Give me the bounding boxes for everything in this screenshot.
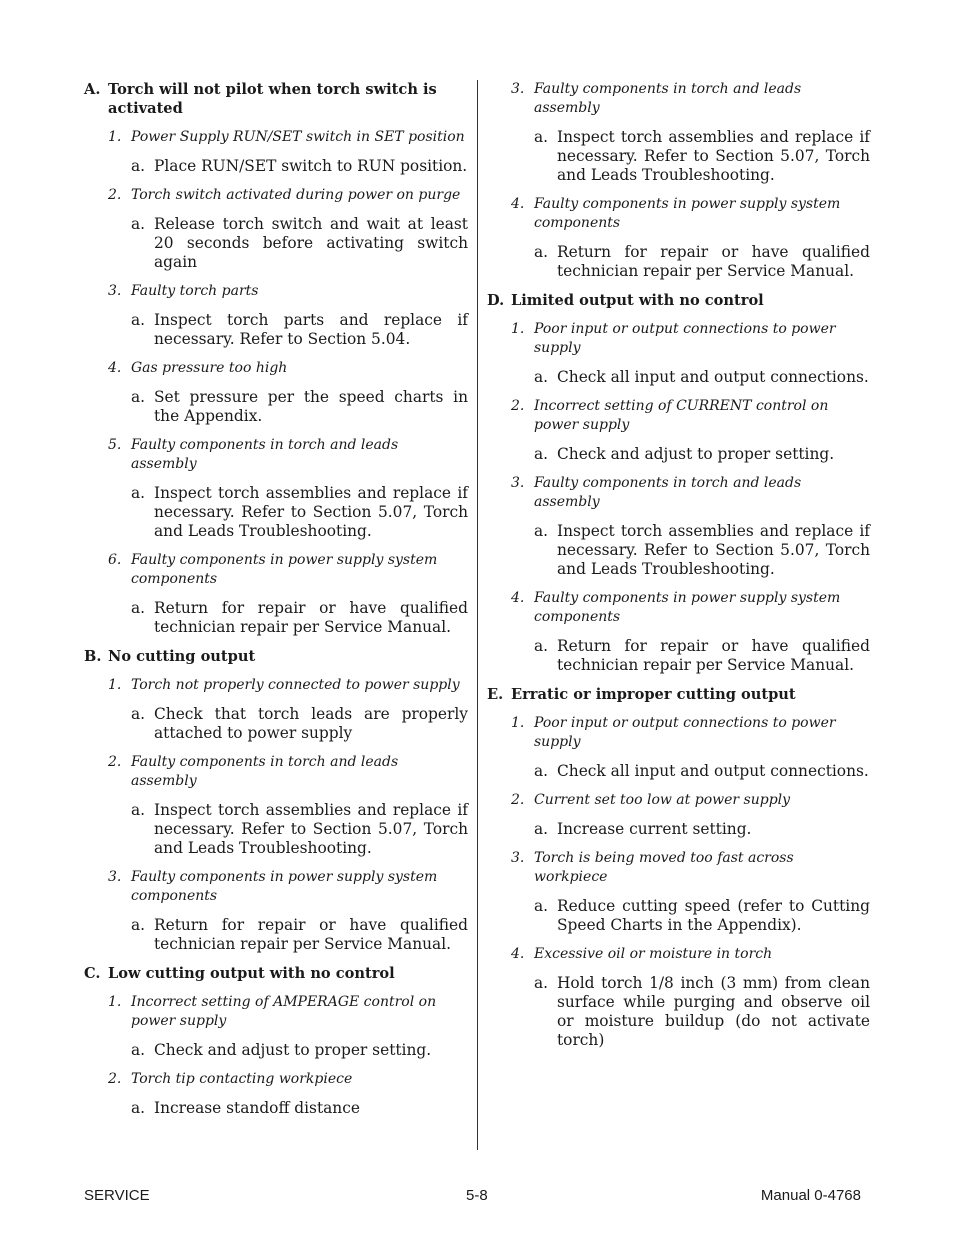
cause-item: [108, 551, 468, 589]
section-letter: C.: [84, 965, 101, 982]
action-letter: a.: [534, 762, 549, 780]
cause-item: [108, 128, 468, 147]
action-item: [131, 916, 468, 954]
cause-text: Faulty components in torch and leads assembly: [131, 437, 399, 472]
cause-number: 2.: [108, 187, 122, 203]
cause-text: Torch is being moved too fast across workpiece: [534, 850, 794, 885]
cause-text: Incorrect setting of CURRENT control on power supply: [534, 398, 829, 433]
action-item: [534, 128, 870, 185]
cause-text: Faulty components in power supply system components: [534, 590, 841, 625]
footer-manual-number: Manual 0-4768: [760, 1187, 861, 1204]
action-text: Release torch switch and wait at least 20 seconds before activating switch again: [154, 215, 468, 271]
cause-text: Poor input or output connections to power supply: [534, 321, 836, 356]
action-letter: a.: [131, 157, 146, 175]
cause-number: 1.: [511, 321, 525, 337]
action-item: [534, 522, 870, 579]
section-letter: B.: [84, 648, 102, 665]
cause-item: [108, 753, 468, 791]
cause-text: Torch switch activated during power on purge: [131, 187, 461, 203]
action-letter: a.: [534, 974, 549, 992]
action-text: Check and adjust to proper setting.: [557, 445, 835, 463]
action-letter: a.: [534, 820, 549, 838]
action-item: [534, 762, 870, 781]
action-item: [131, 215, 468, 272]
cause-item: [108, 993, 468, 1031]
action-letter: a.: [534, 522, 549, 540]
footer-section-label: SERVICE: [84, 1187, 150, 1204]
action-item: [131, 1099, 468, 1118]
action-letter: a.: [131, 916, 146, 934]
cause-item: [108, 359, 468, 378]
cause-number: 2.: [108, 1071, 122, 1087]
cause-item: [511, 397, 870, 435]
action-letter: a.: [534, 128, 549, 146]
action-letter: a.: [131, 1099, 146, 1117]
action-text: Return for repair or have qualified technician repair per Service Manual.: [154, 916, 468, 953]
cause-text: Current set too low at power supply: [534, 792, 791, 808]
action-text: Check that torch leads are properly attached to power supply: [154, 705, 468, 742]
action-item: [534, 445, 870, 464]
cause-item: [108, 868, 468, 906]
cause-item: [511, 849, 870, 887]
action-item: [534, 243, 870, 281]
action-text: Inspect torch assemblies and replace if necessary. Refer to Section 5.07, Torch and Leads Troubleshooting.: [154, 801, 468, 857]
cause-number: 4.: [511, 590, 525, 606]
cause-text: Poor input or output connections to power supply: [534, 715, 836, 750]
section-heading: [84, 647, 468, 666]
action-item: [534, 368, 870, 387]
cause-item: [511, 791, 870, 810]
action-letter: a.: [131, 311, 146, 329]
section-heading: [487, 291, 870, 310]
cause-text: Faulty components in torch and leads assembly: [131, 754, 399, 789]
cause-number: 3.: [511, 81, 525, 97]
cause-number: 5.: [108, 437, 122, 453]
action-letter: a.: [131, 599, 146, 617]
cause-text: Power Supply RUN/SET switch in SET position: [131, 129, 465, 145]
action-item: [131, 705, 468, 743]
cause-item: [511, 945, 870, 964]
action-item: [131, 311, 468, 349]
cause-text: Torch tip contacting workpiece: [131, 1071, 353, 1087]
cause-number: 3.: [511, 850, 525, 866]
action-text: Reduce cutting speed (refer to Cutting Speed Charts in the Appendix).: [557, 897, 870, 934]
cause-text: Excessive oil or moisture in torch: [534, 946, 773, 962]
action-item: [131, 599, 468, 637]
action-letter: a.: [131, 215, 146, 233]
right-column: [487, 80, 870, 1060]
cause-text: Faulty components in power supply system components: [131, 869, 438, 904]
action-text: Increase standoff distance: [154, 1099, 360, 1117]
action-text: Inspect torch parts and replace if necessary. Refer to Section 5.04.: [154, 311, 468, 348]
cause-number: 3.: [108, 283, 122, 299]
action-item: [534, 637, 870, 675]
action-text: Check and adjust to proper setting.: [154, 1041, 432, 1059]
cause-number: 2.: [511, 792, 525, 808]
action-text: Return for repair or have qualified technician repair per Service Manual.: [154, 599, 468, 636]
cause-item: [108, 282, 468, 301]
section-heading: [84, 80, 468, 118]
action-text: Check all input and output connections.: [557, 762, 869, 780]
cause-item: [108, 436, 468, 474]
cause-item: [108, 1070, 468, 1089]
section-heading: [487, 685, 870, 704]
action-letter: a.: [131, 705, 146, 723]
cause-number: 2.: [108, 754, 122, 770]
section-heading: [84, 964, 468, 983]
action-text: Inspect torch assemblies and replace if necessary. Refer to Section 5.07, Torch and Leads Troubleshooting.: [154, 484, 468, 540]
cause-item: [511, 589, 870, 627]
cause-item: [511, 195, 870, 233]
cause-item: [511, 714, 870, 752]
action-item: [131, 388, 468, 426]
section-title: No cutting output: [108, 648, 256, 665]
cause-text: Torch not properly connected to power supply: [131, 677, 460, 693]
action-text: Inspect torch assemblies and replace if necessary. Refer to Section 5.07, Torch and Leads Troubleshooting.: [557, 128, 870, 184]
cause-number: 6.: [108, 552, 122, 568]
action-item: [131, 484, 468, 541]
action-text: Set pressure per the speed charts in the Appendix.: [154, 388, 468, 425]
cause-item: [511, 80, 870, 118]
cause-number: 1.: [108, 677, 122, 693]
cause-item: [108, 186, 468, 205]
cause-number: 4.: [108, 360, 122, 376]
cause-number: 1.: [511, 715, 525, 731]
cause-text: Faulty torch parts: [131, 283, 259, 299]
action-letter: a.: [131, 801, 146, 819]
section-letter: A.: [84, 81, 101, 98]
cause-number: 3.: [108, 869, 122, 885]
section-title: Limited output with no control: [511, 292, 764, 309]
action-item: [534, 897, 870, 935]
action-letter: a.: [534, 368, 549, 386]
cause-number: 4.: [511, 946, 525, 962]
cause-number: 3.: [511, 475, 525, 491]
action-text: Place RUN/SET switch to RUN position.: [154, 157, 468, 175]
action-letter: a.: [131, 388, 146, 406]
section-title: Erratic or improper cutting output: [511, 686, 796, 703]
cause-number: 1.: [108, 994, 122, 1010]
action-text: Inspect torch assemblies and replace if necessary. Refer to Section 5.07, Torch and Leads Troubleshooting.: [557, 522, 870, 578]
cause-item: [511, 474, 870, 512]
cause-item: [511, 320, 870, 358]
cause-number: 2.: [511, 398, 525, 414]
cause-number: 4.: [511, 196, 525, 212]
cause-text: Faulty components in torch and leads assembly: [534, 81, 802, 116]
cause-number: 1.: [108, 129, 122, 145]
cause-text: Faulty components in torch and leads assembly: [534, 475, 802, 510]
action-item: [131, 1041, 468, 1060]
section-letter: D.: [487, 292, 505, 309]
action-item: [131, 157, 468, 176]
action-text: Hold torch 1/8 inch (3 mm) from clean surface while purging and observe oil or moisture buildup (do not activate torch): [557, 974, 870, 1049]
cause-text: Faulty components in power supply system components: [534, 196, 841, 231]
action-letter: a.: [534, 445, 549, 463]
action-text: Check all input and output connections.: [557, 368, 869, 386]
action-item: [131, 801, 468, 858]
action-letter: a.: [131, 484, 146, 502]
action-letter: a.: [534, 243, 549, 261]
action-item: [534, 820, 870, 839]
action-letter: a.: [534, 897, 549, 915]
action-text: Return for repair or have qualified technician repair per Service Manual.: [557, 637, 870, 674]
footer-page-number: 5-8: [466, 1187, 488, 1204]
action-letter: a.: [131, 1041, 146, 1059]
action-item: [534, 974, 870, 1050]
action-text: Return for repair or have qualified technician repair per Service Manual.: [557, 243, 870, 280]
action-letter: a.: [534, 637, 549, 655]
cause-text: Incorrect setting of AMPERAGE control on power supply: [131, 994, 437, 1029]
column-divider: [477, 80, 478, 1150]
cause-text: Faulty components in power supply system components: [131, 552, 438, 587]
section-letter: E.: [487, 686, 504, 703]
section-title: Low cutting output with no control: [108, 965, 395, 982]
cause-text: Gas pressure too high: [131, 360, 288, 376]
action-text: Increase current setting.: [557, 820, 752, 838]
left-column: [84, 80, 468, 1128]
cause-item: [108, 676, 468, 695]
section-title: Torch will not pilot when torch switch is activated: [108, 81, 437, 117]
